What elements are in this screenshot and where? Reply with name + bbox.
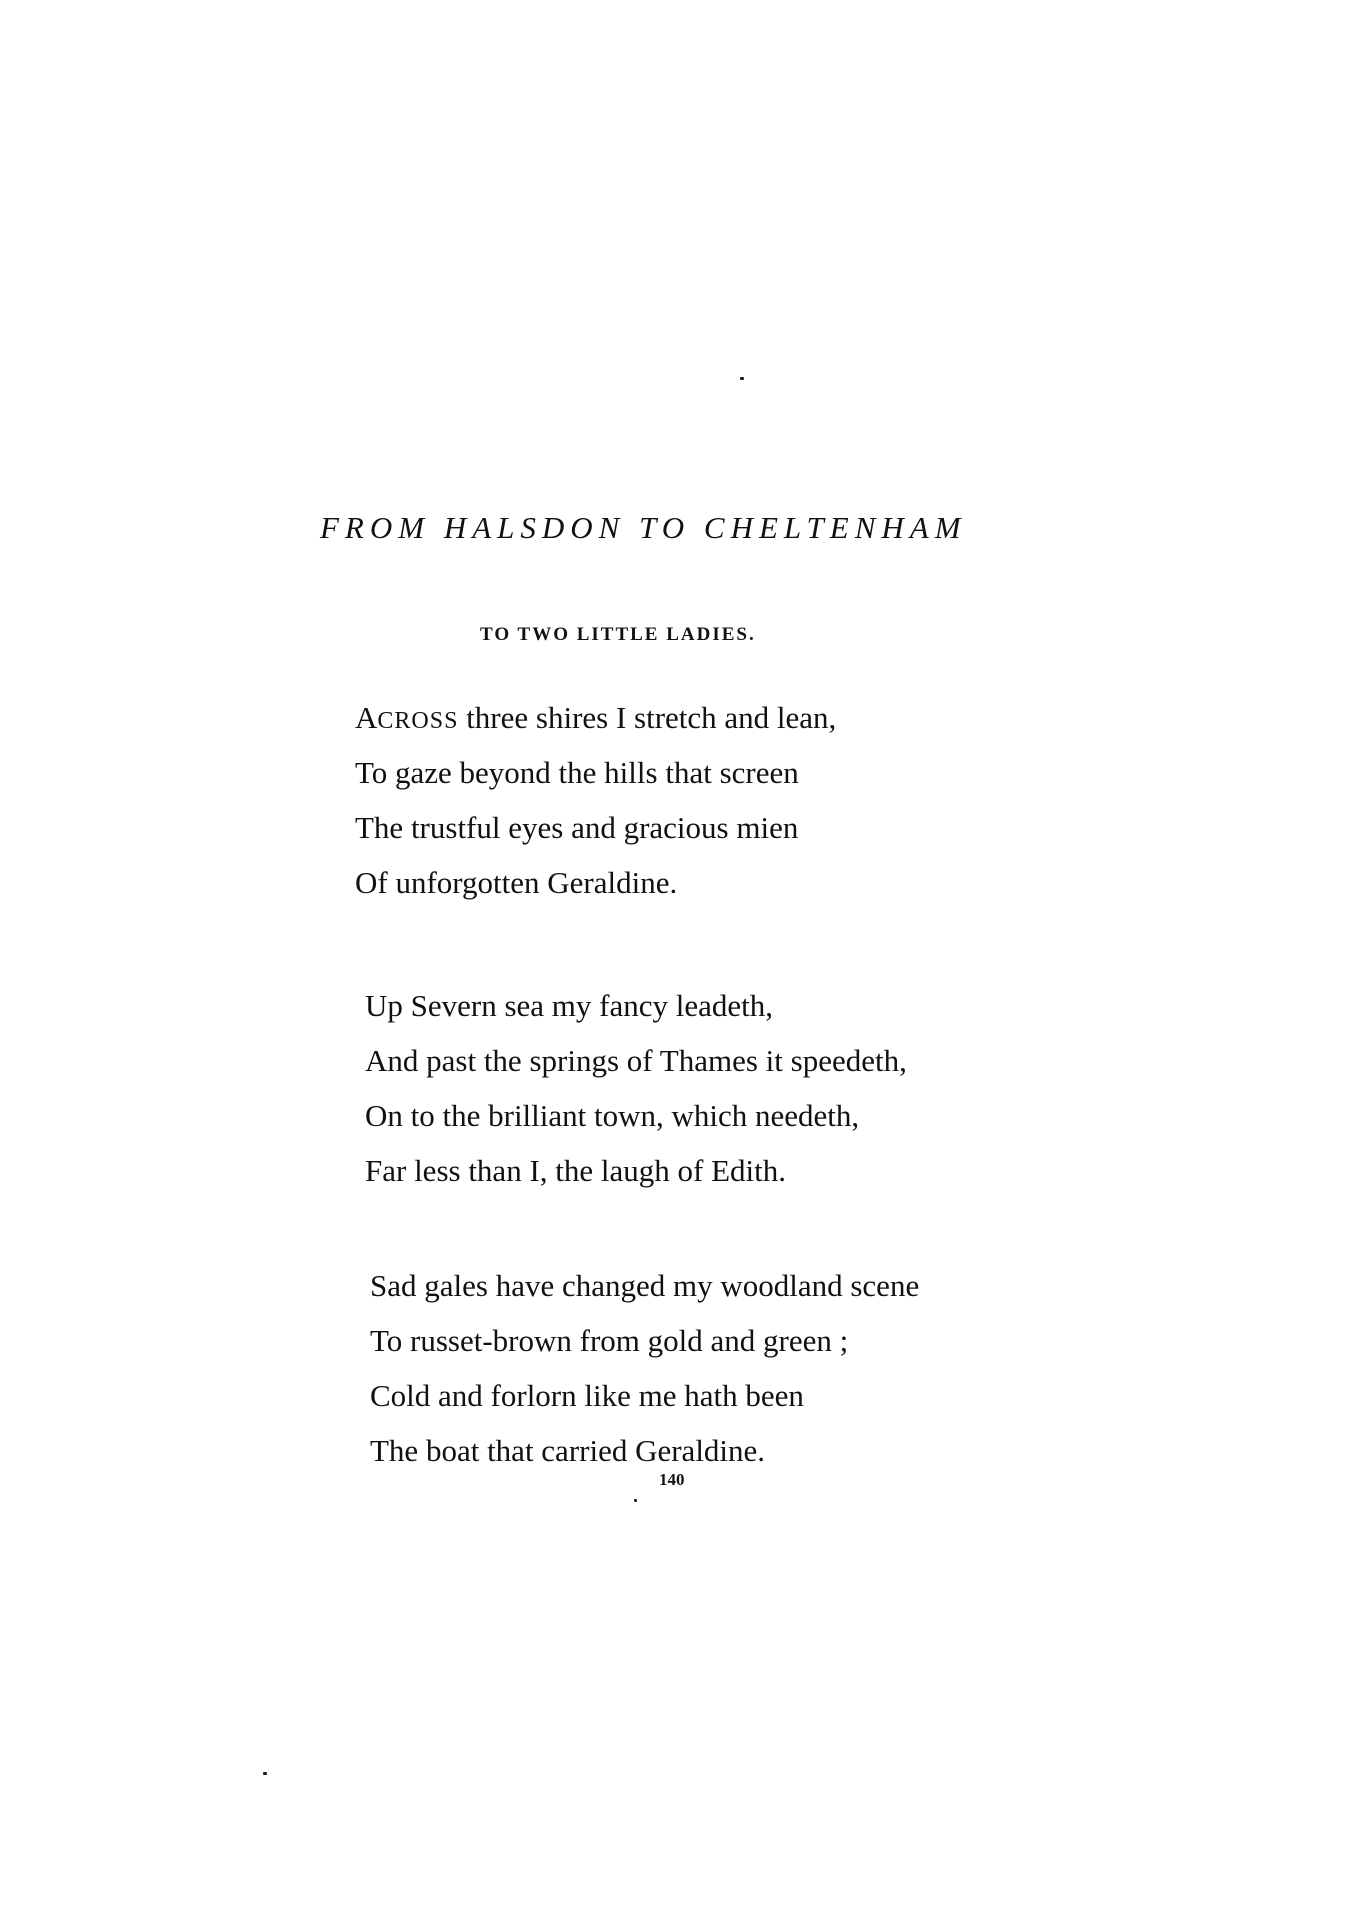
verse-line: Cold and forlorn like me hath been: [370, 1378, 804, 1413]
poem-dedication: TO TWO LITTLE LADIES.: [480, 624, 756, 645]
small-caps-word: CROSS: [377, 708, 459, 734]
verse-line: The trustful eyes and gracious mien: [355, 810, 799, 845]
verse-line: The boat that carried Geraldine.: [370, 1433, 766, 1468]
verse-line: On to the brilliant town, which needeth,: [365, 1098, 860, 1133]
verse-line: To gaze beyond the hills that screen: [355, 755, 799, 790]
verse-line: To russet-brown from gold and green ;: [370, 1323, 849, 1358]
verse-line-1: [355, 690, 836, 745]
verse-line: Far less than I, the laugh of Edith.: [365, 1153, 786, 1188]
page-number: 140: [659, 1470, 685, 1489]
ink-speck: [634, 1499, 637, 1502]
ink-speck: [263, 1772, 267, 1775]
verse-line: Of unforgotten Geraldine.: [355, 865, 678, 900]
verse-line: Up Severn sea my fancy leadeth,: [365, 988, 774, 1023]
stanza-3: [370, 1258, 919, 1478]
poem-title: FROM HALSDON TO CHELTENHAM: [320, 510, 967, 545]
initial-letter: A: [355, 700, 378, 735]
ink-speck: [740, 377, 744, 380]
verse-line-1-text: three shires I stretch and lean,: [458, 700, 837, 735]
verse-line: Sad gales have changed my woodland scene: [370, 1268, 920, 1303]
stanza-1: [355, 690, 836, 910]
stanza-2: [365, 978, 907, 1198]
verse-line: And past the springs of Thames it speedeth,: [365, 1043, 907, 1078]
